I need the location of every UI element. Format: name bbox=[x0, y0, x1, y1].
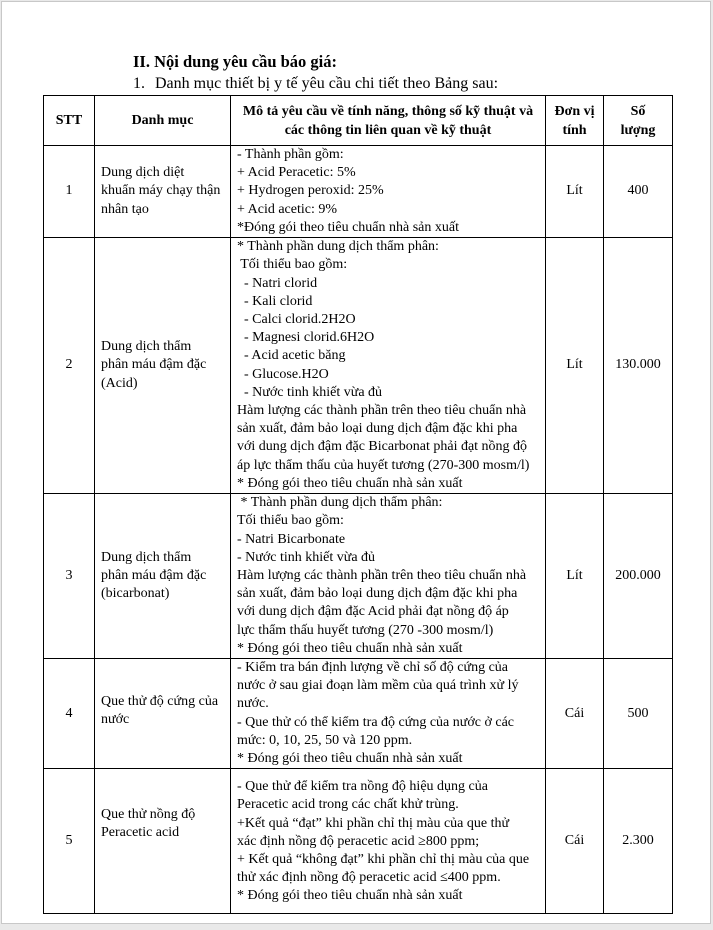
cell-mo-ta bbox=[231, 146, 546, 238]
mo-ta-line: xác định nồng độ peracetic acid ≥800 ppm; bbox=[237, 833, 480, 849]
mo-ta-line: thử xác định nồng độ peracetic acid ≤400 ppm. bbox=[237, 870, 501, 886]
mo-ta-line: với dung dịch đậm đặc Bicarbonat phải đạt nồng độ bbox=[237, 439, 528, 455]
danh-muc-line: Dung dịch thẩm bbox=[101, 339, 192, 355]
cell-mo-ta bbox=[231, 659, 546, 769]
table-row bbox=[44, 659, 673, 769]
cell-don-vi: Lít bbox=[546, 494, 604, 659]
cell-stt: 4 bbox=[44, 659, 95, 769]
cell-danh-muc bbox=[95, 659, 231, 769]
cell-stt: 1 bbox=[44, 146, 95, 238]
cell-so-luong: 500 bbox=[604, 659, 673, 769]
cell-stt: 2 bbox=[44, 238, 95, 494]
mo-ta-line: + Acid Peracetic: 5% bbox=[237, 165, 356, 181]
mo-ta-line: - Que thử để kiểm tra nồng độ hiệu dụng của bbox=[237, 779, 488, 795]
mo-ta-line: - Kiểm tra bán định lượng về chỉ số độ cứng của bbox=[237, 660, 509, 676]
cell-mo-ta bbox=[231, 769, 546, 914]
mo-ta-line: - Nước tinh khiết vừa đủ bbox=[237, 549, 376, 565]
mo-ta-line: áp lực thẩm thấu của huyết tương (270-300 mosm/l) bbox=[237, 457, 530, 473]
danh-muc-line: (Acid) bbox=[101, 375, 138, 391]
header-stt: STT bbox=[44, 96, 95, 146]
mo-ta-line: * Thành phần dung dịch thẩm phân: bbox=[237, 495, 443, 511]
mo-ta-line: + Acid acetic: 9% bbox=[237, 201, 338, 217]
mo-ta-line: - Glucose.H2O bbox=[237, 366, 329, 382]
cell-so-luong: 130.000 bbox=[604, 238, 673, 494]
table-row bbox=[44, 769, 673, 914]
cell-so-luong: 2.300 bbox=[604, 769, 673, 914]
danh-muc-line: khuẩn máy chạy thận bbox=[101, 183, 221, 199]
header-so-luong-line: Số bbox=[630, 103, 646, 119]
subheading-number: 1. bbox=[133, 75, 145, 92]
cell-danh-muc bbox=[95, 146, 231, 238]
danh-muc-line: Dung dịch diệt bbox=[101, 165, 185, 181]
cell-stt: 3 bbox=[44, 494, 95, 659]
cell-so-luong: 200.000 bbox=[604, 494, 673, 659]
header-don-vi-line: tính bbox=[562, 122, 587, 138]
table-row bbox=[44, 146, 673, 238]
cell-don-vi: Lít bbox=[546, 146, 604, 238]
mo-ta-line: Hàm lượng các thành phần trên theo tiêu chuẩn nhà bbox=[237, 402, 527, 418]
mo-ta-line: *Đóng gói theo tiêu chuẩn nhà sản xuất bbox=[237, 219, 460, 235]
cell-danh-muc bbox=[95, 238, 231, 494]
mo-ta-line: - Calci clorid.2H2O bbox=[237, 311, 356, 327]
header-mo-ta bbox=[231, 96, 546, 146]
mo-ta-line: * Đóng gói theo tiêu chuẩn nhà sản xuất bbox=[237, 640, 463, 656]
mo-ta-line: - Kali clorid bbox=[237, 293, 313, 309]
mo-ta-line: - Nước tinh khiết vừa đủ bbox=[237, 384, 383, 400]
table-header-row bbox=[44, 96, 673, 146]
header-don-vi-line: Đơn vị bbox=[554, 103, 595, 119]
table-row bbox=[44, 238, 673, 494]
cell-don-vi: Cái bbox=[546, 769, 604, 914]
header-mo-ta-line: Mô tả yêu cầu về tính năng, thông số kỹ thuật và bbox=[242, 103, 534, 119]
mo-ta-line: - Thành phần gồm: bbox=[237, 147, 344, 162]
header-so-luong-line: lượng bbox=[620, 122, 656, 138]
mo-ta-line: + Kết quả “không đạt” khi phần chỉ thị màu của que bbox=[237, 852, 530, 868]
mo-ta-line: nước. bbox=[237, 696, 269, 712]
danh-muc-line: nước bbox=[101, 712, 130, 728]
mo-ta-line: Peracetic acid trong các chất khử trùng. bbox=[237, 797, 459, 813]
mo-ta-line: với dung dịch đậm đặc Acid phải đạt nồng độ áp bbox=[237, 604, 509, 620]
mo-ta-line: - Natri Bicarbonate bbox=[237, 531, 346, 547]
section-heading: II. Nội dung yêu cầu báo giá: bbox=[133, 52, 338, 71]
cell-danh-muc bbox=[95, 769, 231, 914]
danh-muc-line: Peracetic acid bbox=[101, 825, 180, 841]
mo-ta-line: nước ở sau giai đoạn làm mềm của quá trình xử lý bbox=[237, 678, 519, 694]
cell-don-vi: Lít bbox=[546, 238, 604, 494]
subheading bbox=[133, 75, 498, 93]
danh-muc-line: nhân tạo bbox=[101, 201, 149, 217]
header-mo-ta-line: các thông tin liên quan về kỹ thuật bbox=[284, 122, 492, 138]
mo-ta-line: - Magnesi clorid.6H2O bbox=[237, 330, 375, 346]
mo-ta-line: Tối thiểu bao gồm: bbox=[237, 257, 348, 273]
mo-ta-line: - Acid acetic băng bbox=[237, 348, 346, 364]
mo-ta-line: * Đóng gói theo tiêu chuẩn nhà sản xuất bbox=[237, 475, 463, 491]
mo-ta-line: + Hydrogen peroxid: 25% bbox=[237, 183, 384, 199]
mo-ta-line: sản xuất, đảm bảo loại dung dịch đậm đặc khi pha bbox=[237, 421, 518, 437]
mo-ta-line: lực thẩm thấu huyết tương (270 -300 mosm/l) bbox=[237, 622, 494, 638]
mo-ta-line: Tối thiểu bao gồm: bbox=[237, 513, 344, 529]
table-row bbox=[44, 494, 673, 659]
mo-ta-line: - Natri clorid bbox=[237, 275, 318, 291]
mo-ta-line: sản xuất, đảm bảo loại dung dịch đậm đặc khi pha bbox=[237, 586, 518, 602]
mo-ta-line: - Que thử có thể kiểm tra độ cứng của nước ở các bbox=[237, 714, 515, 730]
cell-don-vi: Cái bbox=[546, 659, 604, 769]
header-danh-muc: Danh mục bbox=[95, 96, 231, 146]
equipment-table bbox=[43, 95, 673, 914]
cell-mo-ta bbox=[231, 494, 546, 659]
danh-muc-line: Dung dịch thẩm bbox=[101, 549, 192, 565]
mo-ta-line: * Thành phần dung dịch thẩm phân: bbox=[237, 239, 439, 255]
mo-ta-line: Hàm lượng các thành phần trên theo tiêu chuẩn nhà bbox=[237, 567, 527, 583]
danh-muc-line: phân máu đậm đặc bbox=[101, 357, 207, 373]
cell-so-luong: 400 bbox=[604, 146, 673, 238]
mo-ta-line: * Đóng gói theo tiêu chuẩn nhà sản xuất bbox=[237, 751, 463, 767]
cell-danh-muc bbox=[95, 494, 231, 659]
danh-muc-line: Que thử độ cứng của bbox=[101, 694, 219, 710]
mo-ta-line: * Đóng gói theo tiêu chuẩn nhà sản xuất bbox=[237, 888, 463, 904]
header-don-vi bbox=[546, 96, 604, 146]
mo-ta-line: mức: 0, 10, 25, 50 và 120 ppm. bbox=[237, 732, 413, 748]
cell-stt: 5 bbox=[44, 769, 95, 914]
subheading-text: Danh mục thiết bị y tế yêu cầu chi tiết theo Bảng sau: bbox=[155, 75, 499, 92]
cell-mo-ta bbox=[231, 238, 546, 494]
danh-muc-line: Que thử nồng độ bbox=[101, 807, 196, 823]
mo-ta-line: +Kết quả “đạt” khi phần chỉ thị màu của que thử bbox=[237, 815, 510, 831]
danh-muc-line: phân máu đậm đặc bbox=[101, 567, 207, 583]
header-so-luong bbox=[604, 96, 673, 146]
danh-muc-line: (bicarbonat) bbox=[101, 586, 170, 602]
